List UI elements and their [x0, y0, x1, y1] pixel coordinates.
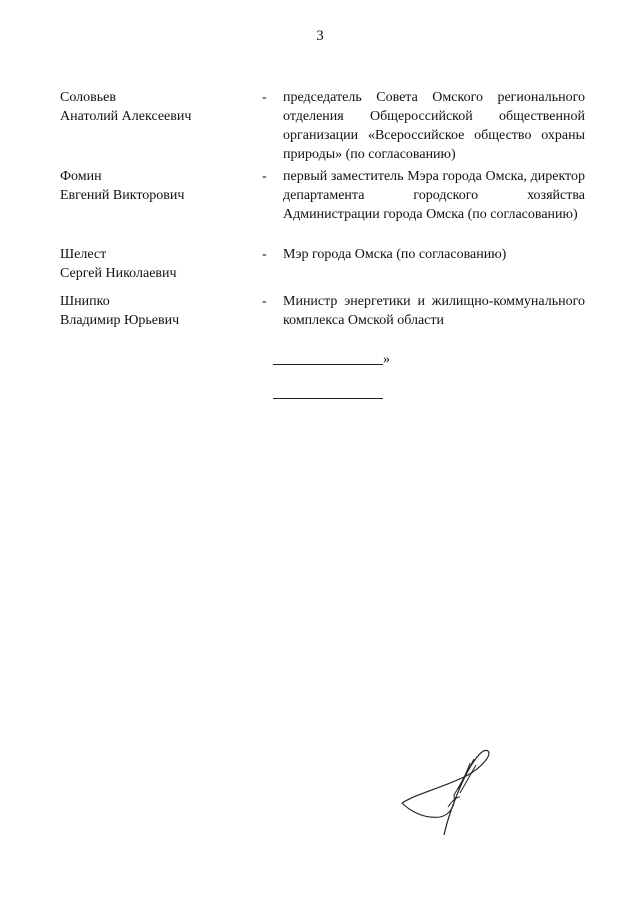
member-surname: Шелест [60, 247, 107, 262]
member-dash: - [262, 294, 267, 309]
member-given-names: Евгений Викторович [60, 188, 185, 203]
member-role: Министр энергетики и жилищно-коммунального комплекса Омской области [283, 294, 585, 328]
member-name [60, 245, 250, 283]
member-surname: Шнипко [60, 294, 110, 309]
member-surname: Фомин [60, 169, 102, 184]
page-number: 3 [316, 28, 324, 44]
member-role: первый заместитель Мэра города Омска, директор департамента городского хозяйства Администрации города Омска (по согласованию) [283, 169, 585, 222]
end-rule [273, 398, 383, 399]
member-given-names: Сергей Николаевич [60, 266, 177, 281]
member-role: председатель Совета Омского регионального отделения Общероссийской общественной организации «Всероссийское общество охраны природы» (по согласованию) [283, 90, 585, 162]
member-name [60, 292, 250, 330]
member-role: Мэр города Омска (по согласованию) [283, 247, 507, 262]
member-dash: - [262, 90, 267, 105]
member-dash: - [262, 169, 267, 184]
member-surname: Соловьев [60, 90, 116, 105]
member-given-names: Анатолий Алексеевич [60, 109, 192, 124]
closing-quote-mark: » [383, 352, 390, 367]
signature-icon [390, 745, 500, 840]
member-dash: - [262, 247, 267, 262]
member-name [60, 88, 250, 126]
member-name [60, 167, 250, 205]
closing-quote-line [273, 350, 390, 369]
member-given-names: Владимир Юрьевич [60, 313, 180, 328]
handwritten-signature [390, 745, 500, 845]
closing-rule [273, 364, 383, 365]
